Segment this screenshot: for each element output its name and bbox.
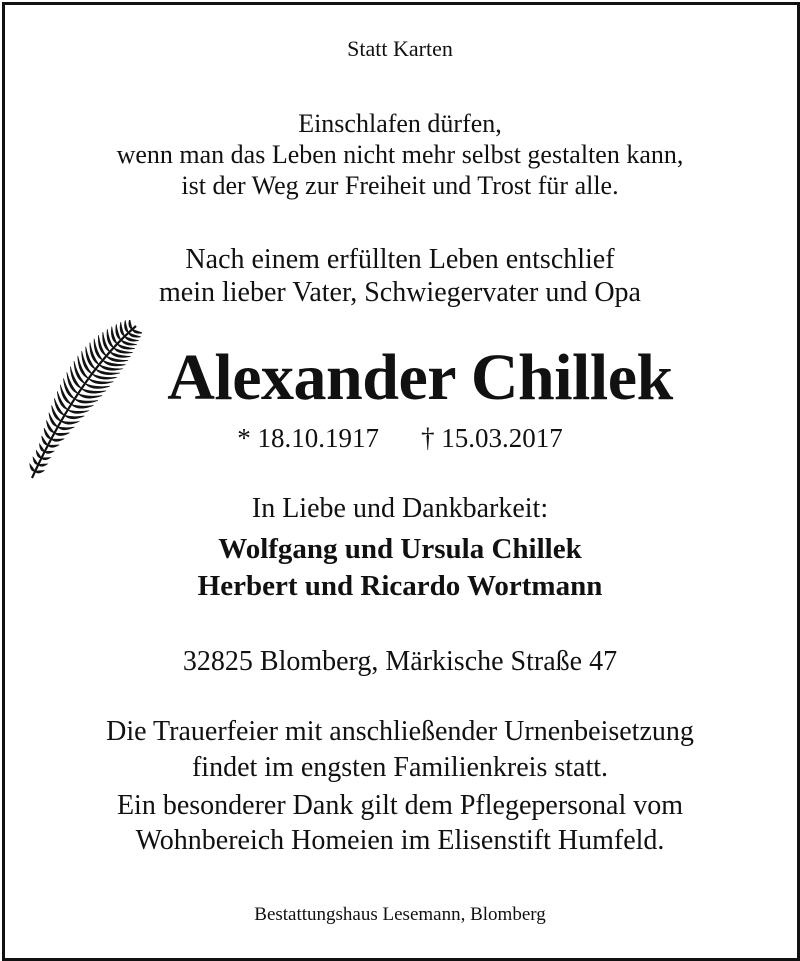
funeral-line-2: findet im engsten Familienkreis statt. — [191, 752, 609, 783]
mourners-intro: In Liebe und Dankbarkeit: — [251, 493, 549, 524]
poem-line-2: wenn man das Leben nicht mehr selbst gestalten kann, — [116, 140, 684, 169]
intro-line-2: mein lieber Vater, Schwiegervater und Opa — [159, 277, 641, 308]
fern-leaflet-right — [38, 464, 47, 466]
header-text: Statt Karten — [347, 36, 453, 61]
thanks-line-1: Ein besonderer Dank gilt dem Pflegepersonal vom — [116, 790, 684, 821]
fern-leaflet-left — [120, 322, 125, 336]
mourner-line-2: Herbert und Ricardo Wortmann — [197, 570, 603, 602]
poem-line-1: Einschlafen dürfen, — [298, 109, 502, 138]
deceased-name: Alexander Chillek — [167, 341, 673, 414]
life-dates — [0, 423, 800, 454]
fern-leaflet-right — [35, 471, 44, 473]
mourner-line-1: Wolfgang und Ursula Chillek — [218, 533, 582, 565]
death-date: † 15.03.2017 — [421, 423, 563, 453]
funeral-line-1: Die Trauerfeier mit anschließender Urnenbeisetzung — [106, 716, 694, 747]
fern-leaflet-right — [42, 458, 51, 460]
fern-leaflet-right — [132, 329, 142, 333]
fern-leaflet-left — [129, 320, 132, 329]
fern-leaflet-left — [124, 320, 128, 333]
address: 32825 Blomberg, Märkische Straße 47 — [182, 646, 618, 677]
fern-leaflet-left — [33, 457, 38, 464]
fern-leaflet-left — [30, 464, 35, 471]
poem-line-3: ist der Weg zur Freiheit und Trost für alle. — [181, 171, 619, 200]
birth-date: * 18.10.1917 — [237, 423, 379, 453]
thanks-line-2: Wohnbereich Homeien im Elisenstift Humfeld. — [135, 825, 665, 856]
intro-line-1: Nach einem erfüllten Leben entschlief — [185, 244, 615, 275]
funeral-home: Bestattungshaus Lesemann, Blomberg — [254, 904, 546, 925]
